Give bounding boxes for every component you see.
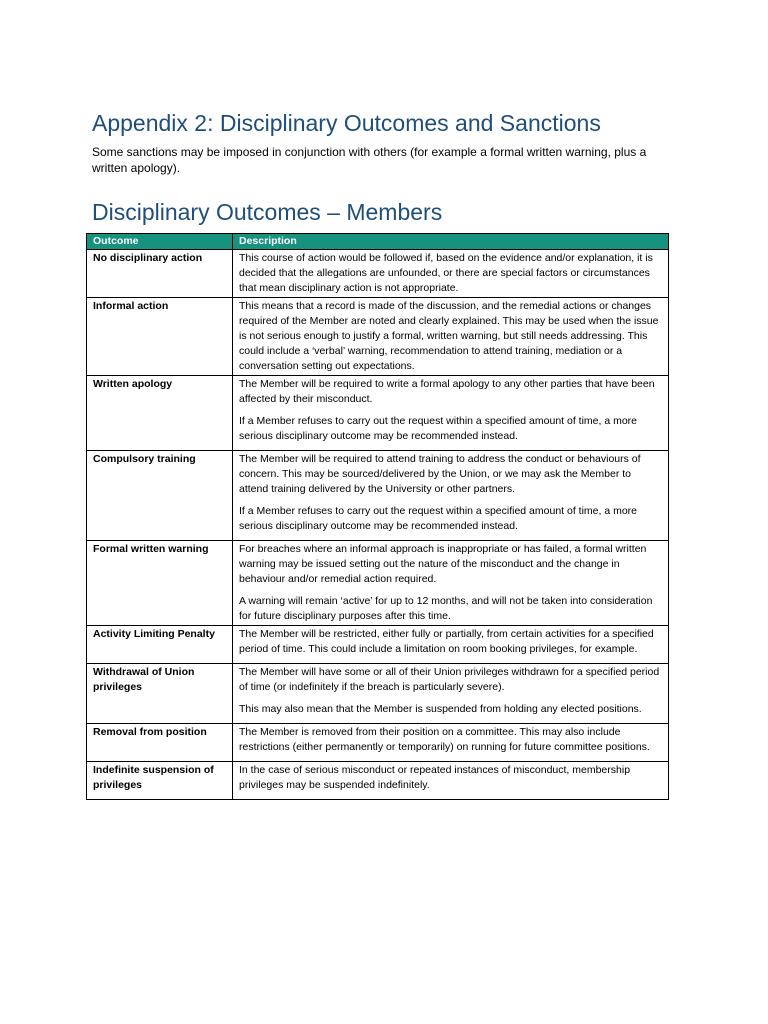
table-row bbox=[87, 724, 669, 762]
description-paragraph: The Member will have some or all of their Union privileges withdrawn for a specified period of time (or indefinitely if the breach is particularly severe). bbox=[239, 666, 660, 693]
table-row bbox=[87, 762, 669, 800]
description-cell bbox=[233, 376, 669, 451]
description-paragraph: If a Member refuses to carry out the request within a specified amount of time, a more serious disciplinary outcome may be recommended instead. bbox=[239, 415, 638, 442]
description-paragraph: A warning will remain ‘active’ for up to 12 months, and will not be taken into consideration for future disciplinary purposes after this time. bbox=[239, 595, 653, 622]
description-paragraph: The Member is removed from their position on a committee. This may also include restrictions (either permanently or temporarily) on running for future committee positions. bbox=[239, 726, 650, 753]
table-row bbox=[87, 664, 669, 724]
description-paragraph: The Member will be restricted, either fully or partially, from certain activities for a specified period of time. This could include a limitation on room booking privileges, for example. bbox=[239, 628, 654, 655]
outcome-cell: Compulsory training bbox=[87, 451, 233, 541]
table-row bbox=[87, 626, 669, 664]
description-paragraph: This means that a record is made of the discussion, and the remedial actions or changes required of the Member are noted and clearly explained. This may be used when the issue is not serious enough to justify a formal, written warning, but still needs addressing. This could include a ‘verbal’ warning, recommendation to attend training, mediation or a conversation setting out expectations. bbox=[239, 300, 659, 372]
description-paragraph: The Member will be required to attend training to address the conduct or behaviours of concern. This may be sourced/delivered by the Union, or we may ask the Member to attend training delivered by the University or other partners. bbox=[239, 453, 641, 495]
description-cell bbox=[233, 250, 669, 298]
description-paragraph: The Member will be required to write a formal apology to any other parties that have been affected by their misconduct. bbox=[239, 378, 655, 405]
description-cell bbox=[233, 451, 669, 541]
outcome-cell: Activity Limiting Penalty bbox=[87, 626, 233, 664]
intro-paragraph: Some sanctions may be imposed in conjunction with others (for example a formal written warning, plus a written apology). bbox=[92, 145, 647, 175]
table-header-row bbox=[87, 234, 669, 250]
outcome-cell: Informal action bbox=[87, 298, 233, 376]
description-paragraph: If a Member refuses to carry out the request within a specified amount of time, a more serious disciplinary outcome may be recommended instead. bbox=[239, 505, 638, 532]
table-row bbox=[87, 451, 669, 541]
section-title: Disciplinary Outcomes – Members bbox=[92, 199, 443, 225]
outcome-cell: Indefinite suspension of privileges bbox=[87, 762, 233, 800]
description-cell bbox=[233, 298, 669, 376]
description-paragraph: In the case of serious misconduct or repeated instances of misconduct, membership privileges may be suspended indefinitely. bbox=[239, 764, 631, 791]
description-paragraph: This may also mean that the Member is suspended from holding any elected positions. bbox=[239, 703, 642, 715]
description-paragraph: This course of action would be followed if, based on the evidence and/or explanation, it is decided that the allegations are unfounded, or there are special factors or circumstances that mean disciplinary action is not appropriate. bbox=[239, 252, 653, 294]
outcome-cell: Written apology bbox=[87, 376, 233, 451]
table-row bbox=[87, 298, 669, 376]
description-cell bbox=[233, 724, 669, 762]
outcome-cell: Withdrawal of Union privileges bbox=[87, 664, 233, 724]
outcome-cell: Formal written warning bbox=[87, 541, 233, 626]
header-description: Description bbox=[233, 234, 669, 250]
table-row bbox=[87, 541, 669, 626]
description-cell bbox=[233, 541, 669, 626]
table-row bbox=[87, 376, 669, 451]
description-cell bbox=[233, 762, 669, 800]
outcome-cell: No disciplinary action bbox=[87, 250, 233, 298]
header-outcome: Outcome bbox=[87, 234, 233, 250]
description-paragraph: For breaches where an informal approach is inappropriate or has failed, a formal written warning may be issued setting out the nature of the misconduct and the change in behaviour and/or remedial action required. bbox=[239, 543, 647, 585]
description-cell bbox=[233, 626, 669, 664]
description-cell bbox=[233, 664, 669, 724]
outcomes-table bbox=[86, 233, 669, 800]
table-row bbox=[87, 250, 669, 298]
page-title: Appendix 2: Disciplinary Outcomes and Sanctions bbox=[92, 110, 601, 136]
outcome-cell: Removal from position bbox=[87, 724, 233, 762]
